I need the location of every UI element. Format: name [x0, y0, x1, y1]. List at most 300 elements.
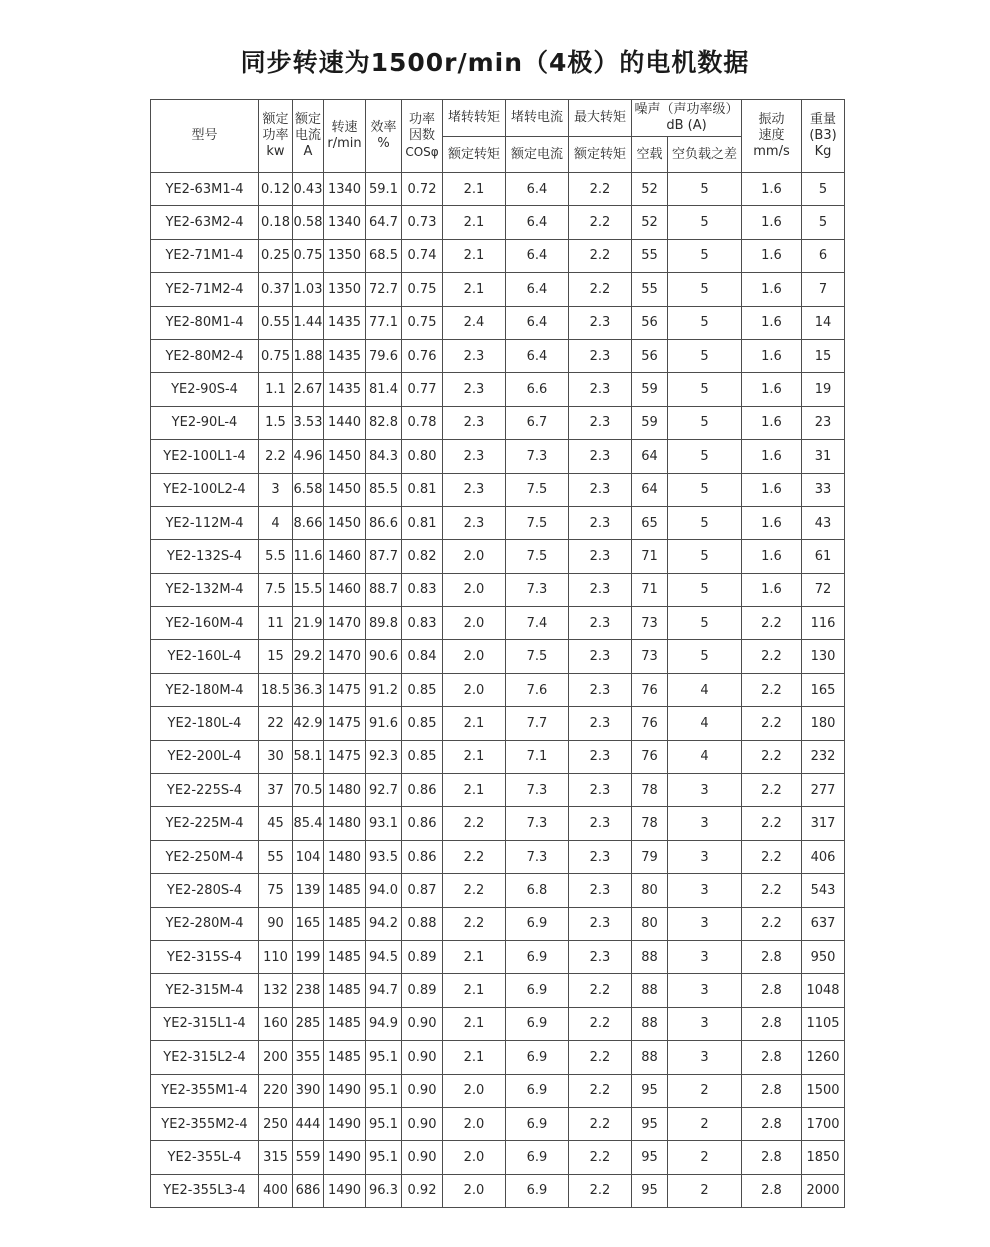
cell-weight: 2000	[802, 1174, 845, 1207]
cell-locked-torque: 2.1	[443, 206, 506, 239]
cell-speed: 1485	[324, 907, 366, 940]
cell-vibration: 1.6	[742, 573, 802, 606]
cell-weight: 950	[802, 940, 845, 973]
cell-max-torque: 2.3	[569, 473, 632, 506]
table-row	[151, 740, 845, 773]
cell-efficiency: 94.5	[366, 940, 402, 973]
cell-efficiency: 87.7	[366, 540, 402, 573]
cell-power: 22	[259, 707, 293, 740]
cell-current: 3.53	[293, 406, 324, 439]
table-row	[151, 573, 845, 606]
cell-model: YE2-180L-4	[151, 707, 259, 740]
header-rated-current-sub: 额定电流	[506, 137, 569, 173]
cell-locked-torque: 2.3	[443, 406, 506, 439]
cell-locked-current: 7.5	[506, 473, 569, 506]
cell-locked-torque: 2.1	[443, 974, 506, 1007]
cell-model: YE2-355M1-4	[151, 1074, 259, 1107]
cell-vibration: 1.6	[742, 473, 802, 506]
table-row	[151, 473, 845, 506]
cell-power-factor: 0.86	[402, 840, 443, 873]
cell-efficiency: 84.3	[366, 440, 402, 473]
cell-vibration: 2.8	[742, 1174, 802, 1207]
cell-max-torque: 2.2	[569, 1041, 632, 1074]
header-model: 型号	[151, 100, 259, 173]
cell-max-torque: 2.2	[569, 1141, 632, 1174]
cell-efficiency: 91.6	[366, 707, 402, 740]
cell-locked-current: 6.9	[506, 907, 569, 940]
table-row	[151, 1107, 845, 1140]
cell-locked-current: 6.4	[506, 239, 569, 272]
cell-efficiency: 94.2	[366, 907, 402, 940]
cell-weight: 277	[802, 774, 845, 807]
cell-power-factor: 0.90	[402, 1107, 443, 1140]
cell-power-factor: 0.85	[402, 673, 443, 706]
cell-noise-idle: 95	[632, 1074, 668, 1107]
header-rated-power	[259, 100, 293, 173]
cell-power-factor: 0.75	[402, 306, 443, 339]
cell-current: 4.96	[293, 440, 324, 473]
cell-locked-torque: 2.3	[443, 473, 506, 506]
cell-model: YE2-71M2-4	[151, 273, 259, 306]
header-locked-torque: 堵转转矩	[443, 100, 506, 137]
cell-locked-current: 6.7	[506, 406, 569, 439]
cell-model: YE2-80M2-4	[151, 339, 259, 372]
cell-locked-torque: 2.1	[443, 940, 506, 973]
cell-noise-idle: 78	[632, 774, 668, 807]
cell-weight: 19	[802, 373, 845, 406]
motor-data-table	[150, 99, 845, 1208]
cell-weight: 14	[802, 306, 845, 339]
cell-noise-diff: 5	[668, 573, 742, 606]
cell-efficiency: 90.6	[366, 640, 402, 673]
cell-speed: 1485	[324, 974, 366, 1007]
cell-vibration: 2.8	[742, 1074, 802, 1107]
cell-speed: 1490	[324, 1141, 366, 1174]
header-vibration-line1: 振动	[758, 112, 785, 127]
cell-power: 200	[259, 1041, 293, 1074]
cell-locked-torque: 2.2	[443, 807, 506, 840]
cell-current: 1.44	[293, 306, 324, 339]
cell-noise-idle: 55	[632, 239, 668, 272]
cell-max-torque: 2.3	[569, 707, 632, 740]
header-rated-power-line1: 额定	[262, 112, 289, 127]
table-body	[151, 173, 845, 1208]
cell-locked-current: 6.9	[506, 1041, 569, 1074]
cell-current: 1.88	[293, 339, 324, 372]
cell-power-factor: 0.90	[402, 1074, 443, 1107]
cell-vibration: 1.6	[742, 506, 802, 539]
cell-weight: 7	[802, 273, 845, 306]
cell-efficiency: 94.9	[366, 1007, 402, 1040]
cell-noise-diff: 3	[668, 840, 742, 873]
cell-vibration: 2.2	[742, 874, 802, 907]
cell-noise-diff: 3	[668, 1041, 742, 1074]
cell-efficiency: 79.6	[366, 339, 402, 372]
header-efficiency	[366, 100, 402, 173]
cell-noise-idle: 52	[632, 173, 668, 206]
cell-locked-torque: 2.1	[443, 273, 506, 306]
header-power-factor-line1: 功率	[408, 112, 435, 127]
cell-model: YE2-180M-4	[151, 673, 259, 706]
cell-model: YE2-63M2-4	[151, 206, 259, 239]
cell-current: 104	[293, 840, 324, 873]
table-row	[151, 339, 845, 372]
cell-speed: 1490	[324, 1074, 366, 1107]
cell-vibration: 2.8	[742, 1141, 802, 1174]
cell-max-torque: 2.3	[569, 774, 632, 807]
cell-power: 7.5	[259, 573, 293, 606]
cell-model: YE2-315L1-4	[151, 1007, 259, 1040]
header-power-factor	[402, 100, 443, 173]
cell-noise-idle: 52	[632, 206, 668, 239]
cell-noise-idle: 64	[632, 473, 668, 506]
cell-max-torque: 2.3	[569, 740, 632, 773]
cell-speed: 1470	[324, 640, 366, 673]
cell-weight: 15	[802, 339, 845, 372]
cell-vibration: 2.2	[742, 740, 802, 773]
cell-model: YE2-80M1-4	[151, 306, 259, 339]
table-row	[151, 607, 845, 640]
cell-efficiency: 82.8	[366, 406, 402, 439]
cell-speed: 1490	[324, 1174, 366, 1207]
cell-locked-torque: 2.1	[443, 774, 506, 807]
cell-noise-diff: 5	[668, 473, 742, 506]
cell-max-torque: 2.3	[569, 940, 632, 973]
table-row	[151, 1007, 845, 1040]
cell-max-torque: 2.3	[569, 540, 632, 573]
cell-current: 15.5	[293, 573, 324, 606]
cell-vibration: 2.2	[742, 840, 802, 873]
cell-model: YE2-160M-4	[151, 607, 259, 640]
cell-noise-diff: 3	[668, 874, 742, 907]
cell-model: YE2-132S-4	[151, 540, 259, 573]
cell-power-factor: 0.89	[402, 974, 443, 1007]
cell-noise-idle: 95	[632, 1107, 668, 1140]
cell-vibration: 2.8	[742, 1007, 802, 1040]
cell-noise-idle: 80	[632, 874, 668, 907]
table-header	[151, 100, 845, 173]
table-row	[151, 173, 845, 206]
cell-vibration: 2.8	[742, 940, 802, 973]
cell-locked-torque: 2.2	[443, 840, 506, 873]
cell-current: 8.66	[293, 506, 324, 539]
cell-power-factor: 0.92	[402, 1174, 443, 1207]
header-speed	[324, 100, 366, 173]
cell-locked-torque: 2.2	[443, 874, 506, 907]
header-weight-line1: 重量	[809, 112, 836, 127]
cell-power-factor: 0.78	[402, 406, 443, 439]
cell-locked-torque: 2.1	[443, 1007, 506, 1040]
cell-power: 30	[259, 740, 293, 773]
header-rated-current-unit: A	[303, 144, 313, 159]
cell-locked-torque: 2.0	[443, 1074, 506, 1107]
cell-max-torque: 2.3	[569, 807, 632, 840]
cell-locked-current: 6.9	[506, 1007, 569, 1040]
table-row	[151, 1141, 845, 1174]
cell-noise-idle: 78	[632, 807, 668, 840]
cell-speed: 1440	[324, 406, 366, 439]
table-row	[151, 1041, 845, 1074]
cell-locked-torque: 2.1	[443, 173, 506, 206]
cell-noise-idle: 71	[632, 573, 668, 606]
cell-max-torque: 2.2	[569, 173, 632, 206]
cell-model: YE2-132M-4	[151, 573, 259, 606]
cell-noise-idle: 88	[632, 940, 668, 973]
cell-model: YE2-100L1-4	[151, 440, 259, 473]
header-noise	[632, 100, 742, 137]
cell-locked-torque: 2.2	[443, 907, 506, 940]
cell-power: 315	[259, 1141, 293, 1174]
header-noise-diff: 空负载之差	[668, 137, 742, 173]
cell-power: 18.5	[259, 673, 293, 706]
cell-max-torque: 2.3	[569, 406, 632, 439]
cell-weight: 33	[802, 473, 845, 506]
cell-efficiency: 85.5	[366, 473, 402, 506]
cell-power: 5.5	[259, 540, 293, 573]
cell-power: 0.75	[259, 339, 293, 372]
table-row	[151, 506, 845, 539]
cell-noise-idle: 73	[632, 607, 668, 640]
cell-power-factor: 0.87	[402, 874, 443, 907]
cell-noise-idle: 59	[632, 373, 668, 406]
cell-power-factor: 0.90	[402, 1141, 443, 1174]
cell-max-torque: 2.3	[569, 339, 632, 372]
cell-power: 220	[259, 1074, 293, 1107]
cell-speed: 1470	[324, 607, 366, 640]
cell-model: YE2-315L2-4	[151, 1041, 259, 1074]
cell-current: 85.4	[293, 807, 324, 840]
cell-efficiency: 91.2	[366, 673, 402, 706]
cell-vibration: 2.8	[742, 974, 802, 1007]
cell-speed: 1435	[324, 373, 366, 406]
cell-locked-torque: 2.0	[443, 607, 506, 640]
cell-current: 165	[293, 907, 324, 940]
cell-weight: 165	[802, 673, 845, 706]
cell-noise-idle: 88	[632, 1041, 668, 1074]
cell-weight: 72	[802, 573, 845, 606]
header-weight-unit: Kg	[814, 144, 832, 159]
cell-locked-current: 7.5	[506, 540, 569, 573]
cell-speed: 1435	[324, 339, 366, 372]
cell-max-torque: 2.3	[569, 640, 632, 673]
cell-vibration: 2.2	[742, 907, 802, 940]
table-row	[151, 206, 845, 239]
cell-power: 15	[259, 640, 293, 673]
cell-model: YE2-280S-4	[151, 874, 259, 907]
cell-locked-current: 6.6	[506, 373, 569, 406]
cell-locked-current: 7.3	[506, 774, 569, 807]
cell-locked-current: 6.9	[506, 1107, 569, 1140]
header-weight-line2: (B3)	[809, 128, 837, 143]
header-power-factor-symbol: COSφ	[405, 145, 439, 159]
cell-speed: 1450	[324, 473, 366, 506]
cell-weight: 317	[802, 807, 845, 840]
cell-locked-current: 7.3	[506, 573, 569, 606]
cell-current: 285	[293, 1007, 324, 1040]
cell-vibration: 2.8	[742, 1041, 802, 1074]
cell-noise-idle: 95	[632, 1141, 668, 1174]
cell-weight: 406	[802, 840, 845, 873]
header-noise-idle: 空载	[632, 137, 668, 173]
cell-max-torque: 2.2	[569, 239, 632, 272]
cell-current: 29.2	[293, 640, 324, 673]
cell-power-factor: 0.75	[402, 273, 443, 306]
cell-noise-diff: 5	[668, 273, 742, 306]
cell-vibration: 1.6	[742, 373, 802, 406]
cell-vibration: 1.6	[742, 440, 802, 473]
cell-noise-idle: 76	[632, 740, 668, 773]
cell-noise-diff: 5	[668, 306, 742, 339]
cell-power: 2.2	[259, 440, 293, 473]
header-noise-unit: dB (A)	[666, 118, 707, 133]
cell-max-torque: 2.3	[569, 874, 632, 907]
cell-vibration: 2.2	[742, 607, 802, 640]
cell-max-torque: 2.3	[569, 373, 632, 406]
cell-current: 36.3	[293, 673, 324, 706]
cell-power: 160	[259, 1007, 293, 1040]
cell-speed: 1475	[324, 673, 366, 706]
cell-noise-idle: 59	[632, 406, 668, 439]
cell-speed: 1435	[324, 306, 366, 339]
cell-locked-torque: 2.1	[443, 740, 506, 773]
cell-noise-diff: 3	[668, 940, 742, 973]
table-row	[151, 1074, 845, 1107]
cell-current: 2.67	[293, 373, 324, 406]
table-row	[151, 640, 845, 673]
cell-power-factor: 0.86	[402, 774, 443, 807]
table-row	[151, 707, 845, 740]
table-row	[151, 807, 845, 840]
table-row	[151, 1174, 845, 1207]
cell-current: 21.9	[293, 607, 324, 640]
cell-speed: 1350	[324, 239, 366, 272]
cell-weight: 180	[802, 707, 845, 740]
cell-current: 42.9	[293, 707, 324, 740]
cell-power-factor: 0.73	[402, 206, 443, 239]
cell-vibration: 2.2	[742, 640, 802, 673]
cell-noise-idle: 88	[632, 1007, 668, 1040]
cell-noise-diff: 5	[668, 239, 742, 272]
table-row	[151, 774, 845, 807]
cell-power-factor: 0.83	[402, 573, 443, 606]
cell-power: 0.18	[259, 206, 293, 239]
cell-vibration: 1.6	[742, 540, 802, 573]
cell-speed: 1485	[324, 1041, 366, 1074]
table-row	[151, 874, 845, 907]
cell-locked-torque: 2.1	[443, 707, 506, 740]
cell-model: YE2-250M-4	[151, 840, 259, 873]
cell-current: 0.58	[293, 206, 324, 239]
cell-power: 4	[259, 506, 293, 539]
cell-power-factor: 0.82	[402, 540, 443, 573]
table-row	[151, 974, 845, 1007]
cell-noise-idle: 80	[632, 907, 668, 940]
cell-current: 0.75	[293, 239, 324, 272]
cell-noise-idle: 76	[632, 673, 668, 706]
cell-locked-current: 6.4	[506, 273, 569, 306]
cell-noise-diff: 3	[668, 1007, 742, 1040]
cell-weight: 5	[802, 206, 845, 239]
cell-locked-current: 7.5	[506, 640, 569, 673]
cell-noise-idle: 88	[632, 974, 668, 1007]
cell-efficiency: 64.7	[366, 206, 402, 239]
cell-locked-current: 7.4	[506, 607, 569, 640]
header-rated-current-line1: 额定	[294, 112, 321, 127]
cell-vibration: 1.6	[742, 306, 802, 339]
cell-locked-torque: 2.1	[443, 1041, 506, 1074]
cell-model: YE2-90L-4	[151, 406, 259, 439]
cell-vibration: 1.6	[742, 239, 802, 272]
cell-speed: 1485	[324, 874, 366, 907]
cell-efficiency: 96.3	[366, 1174, 402, 1207]
cell-speed: 1340	[324, 173, 366, 206]
cell-efficiency: 94.7	[366, 974, 402, 1007]
cell-noise-diff: 5	[668, 373, 742, 406]
cell-power: 1.5	[259, 406, 293, 439]
cell-power-factor: 0.72	[402, 173, 443, 206]
cell-power: 3	[259, 473, 293, 506]
cell-efficiency: 92.3	[366, 740, 402, 773]
header-efficiency-label: 效率	[370, 120, 397, 135]
header-rated-current-line2: 电流	[294, 128, 321, 143]
cell-weight: 1105	[802, 1007, 845, 1040]
cell-noise-idle: 73	[632, 640, 668, 673]
header-max-torque: 最大转矩	[569, 100, 632, 137]
cell-locked-torque: 2.0	[443, 673, 506, 706]
cell-current: 11.6	[293, 540, 324, 573]
cell-noise-idle: 64	[632, 440, 668, 473]
cell-locked-current: 7.3	[506, 807, 569, 840]
cell-weight: 1850	[802, 1141, 845, 1174]
cell-noise-diff: 4	[668, 673, 742, 706]
header-efficiency-unit: %	[377, 136, 390, 151]
cell-power-factor: 0.85	[402, 740, 443, 773]
cell-current: 70.5	[293, 774, 324, 807]
cell-power: 90	[259, 907, 293, 940]
cell-efficiency: 88.7	[366, 573, 402, 606]
cell-speed: 1475	[324, 740, 366, 773]
table-row	[151, 440, 845, 473]
cell-locked-torque: 2.3	[443, 506, 506, 539]
cell-power-factor: 0.88	[402, 907, 443, 940]
cell-model: YE2-355L-4	[151, 1141, 259, 1174]
cell-current: 444	[293, 1107, 324, 1140]
table-row	[151, 239, 845, 272]
cell-power: 132	[259, 974, 293, 1007]
cell-speed: 1450	[324, 440, 366, 473]
cell-vibration: 2.2	[742, 774, 802, 807]
cell-max-torque: 2.2	[569, 1007, 632, 1040]
cell-power: 45	[259, 807, 293, 840]
cell-locked-current: 6.4	[506, 306, 569, 339]
cell-noise-diff: 2	[668, 1141, 742, 1174]
cell-weight: 1260	[802, 1041, 845, 1074]
cell-max-torque: 2.3	[569, 506, 632, 539]
cell-power-factor: 0.74	[402, 239, 443, 272]
cell-power-factor: 0.77	[402, 373, 443, 406]
cell-locked-current: 6.9	[506, 940, 569, 973]
cell-power: 75	[259, 874, 293, 907]
cell-noise-idle: 76	[632, 707, 668, 740]
cell-noise-diff: 5	[668, 506, 742, 539]
header-vibration-unit: mm/s	[753, 144, 790, 159]
cell-model: YE2-100L2-4	[151, 473, 259, 506]
cell-max-torque: 2.2	[569, 206, 632, 239]
cell-locked-current: 7.6	[506, 673, 569, 706]
cell-max-torque: 2.3	[569, 573, 632, 606]
header-vibration	[742, 100, 802, 173]
cell-power: 11	[259, 607, 293, 640]
